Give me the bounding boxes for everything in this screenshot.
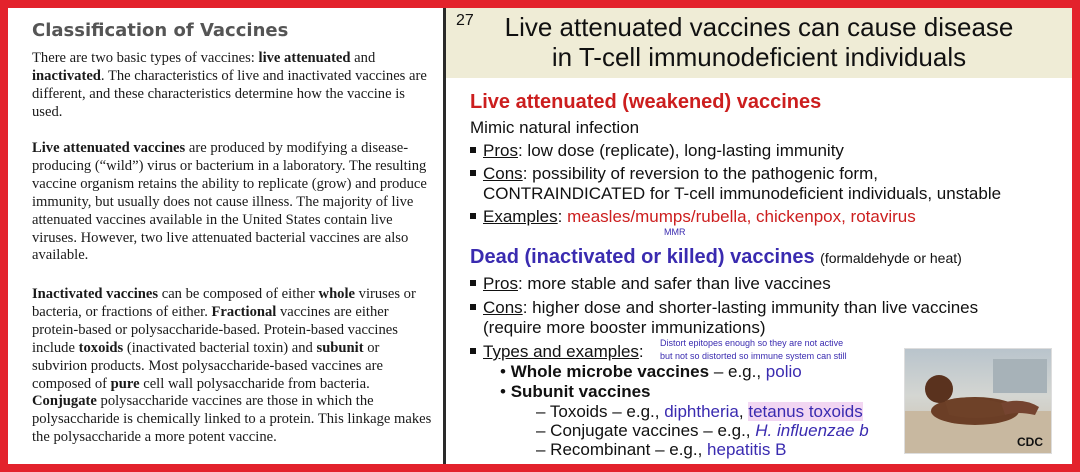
bullet [470, 213, 476, 219]
paragraph-inactivated: Inactivated vaccines can be composed of either whole viruses or bacteria, or fractions of either. Fractional vaccines are either protein-based or polysaccharide-based. Protein-based vaccines include toxoids (inactivated bacterial toxin) and subunit or subvirion products. Most polysaccharide-based vaccines are composed of pure cell wall polysaccharide from bacteria. Conjugate polysaccharide vaccines are those in which the polysaccharide is chemically linked to a protein. This linkage makes the polysaccharide a more potent vaccine. [32, 286, 432, 446]
dead-pros: Pros: more stable and safer than live vaccines [470, 274, 831, 294]
bullet [470, 170, 476, 176]
types-examples: Types and examples: [470, 342, 644, 362]
photo-credit: CDC [1017, 435, 1043, 449]
distort-note-line2: but not so distorted so immune system can still [660, 351, 847, 361]
whole-microbe-item: • Whole microbe vaccines – e.g., polio [500, 362, 802, 381]
slide-title-line2: in T-cell immunodeficient individuals [551, 42, 967, 72]
live-pros: Pros: low dose (replicate), long-lasting immunity [470, 141, 844, 161]
slide-number: 27 [456, 12, 474, 29]
bullet [470, 280, 476, 286]
slide-title-line1: Live attenuated vaccines can cause disease [504, 12, 1014, 42]
dead-cons-line2: (require more booster immunizations) [483, 318, 766, 337]
dead-vaccines-heading: Dead (inactivated or killed) vaccines (formaldehyde or heat) [470, 246, 962, 268]
subunit-item: • Subunit vaccines [500, 382, 651, 401]
mmr-note: MMR [664, 227, 686, 237]
dead-cons: Cons: higher dose and shorter-lasting immunity than live vaccines [470, 298, 978, 318]
bullet [470, 304, 476, 310]
bullet [470, 348, 476, 354]
toxoids-item: – Toxoids – e.g., diphtheria, tetanus toxoids [536, 402, 863, 421]
live-cons: Cons: possibility of reversion to the pathogenic form, [470, 164, 878, 184]
left-title: Classification of Vaccines [32, 20, 289, 41]
recombinant-item: – Recombinant – e.g., hepatitis B [536, 440, 787, 459]
distort-note-line1: Distort epitopes enough so they are not active [660, 338, 844, 348]
live-vaccines-heading: Live attenuated (weakened) vaccines [470, 91, 822, 113]
paragraph-intro: There are two basic types of vaccines: live attenuated and inactivated. The characteristics of live and inactivated vaccines are different, and these characteristics determine how the vaccine is used. [32, 50, 427, 120]
slide-title-banner [446, 8, 1072, 78]
mimic-text: Mimic natural infection [470, 118, 640, 137]
slide-panel [446, 8, 1072, 464]
child-photo [904, 348, 1052, 454]
live-examples: Examples: measles/mumps/rubella, chickenpox, rotavirus [470, 207, 916, 227]
left-panel [8, 8, 443, 464]
bullet [470, 147, 476, 153]
paragraph-live: Live attenuated vaccines are produced by modifying a disease-producing (“wild”) virus or bacterium in a laboratory. The resulting vaccine organism retains the ability to replicate (grow) and produce immunity, but usually does not cause illness. The majority of live attenuated vaccines available in the United States contain live viruses. However, two live attenuated bacterial vaccines are also available. [32, 140, 427, 264]
live-cons-line2: CONTRAINDICATED for T-cell immunodeficient individuals, unstable [483, 184, 1002, 203]
conjugate-item: – Conjugate vaccines – e.g., H. influenzae b [536, 421, 869, 440]
